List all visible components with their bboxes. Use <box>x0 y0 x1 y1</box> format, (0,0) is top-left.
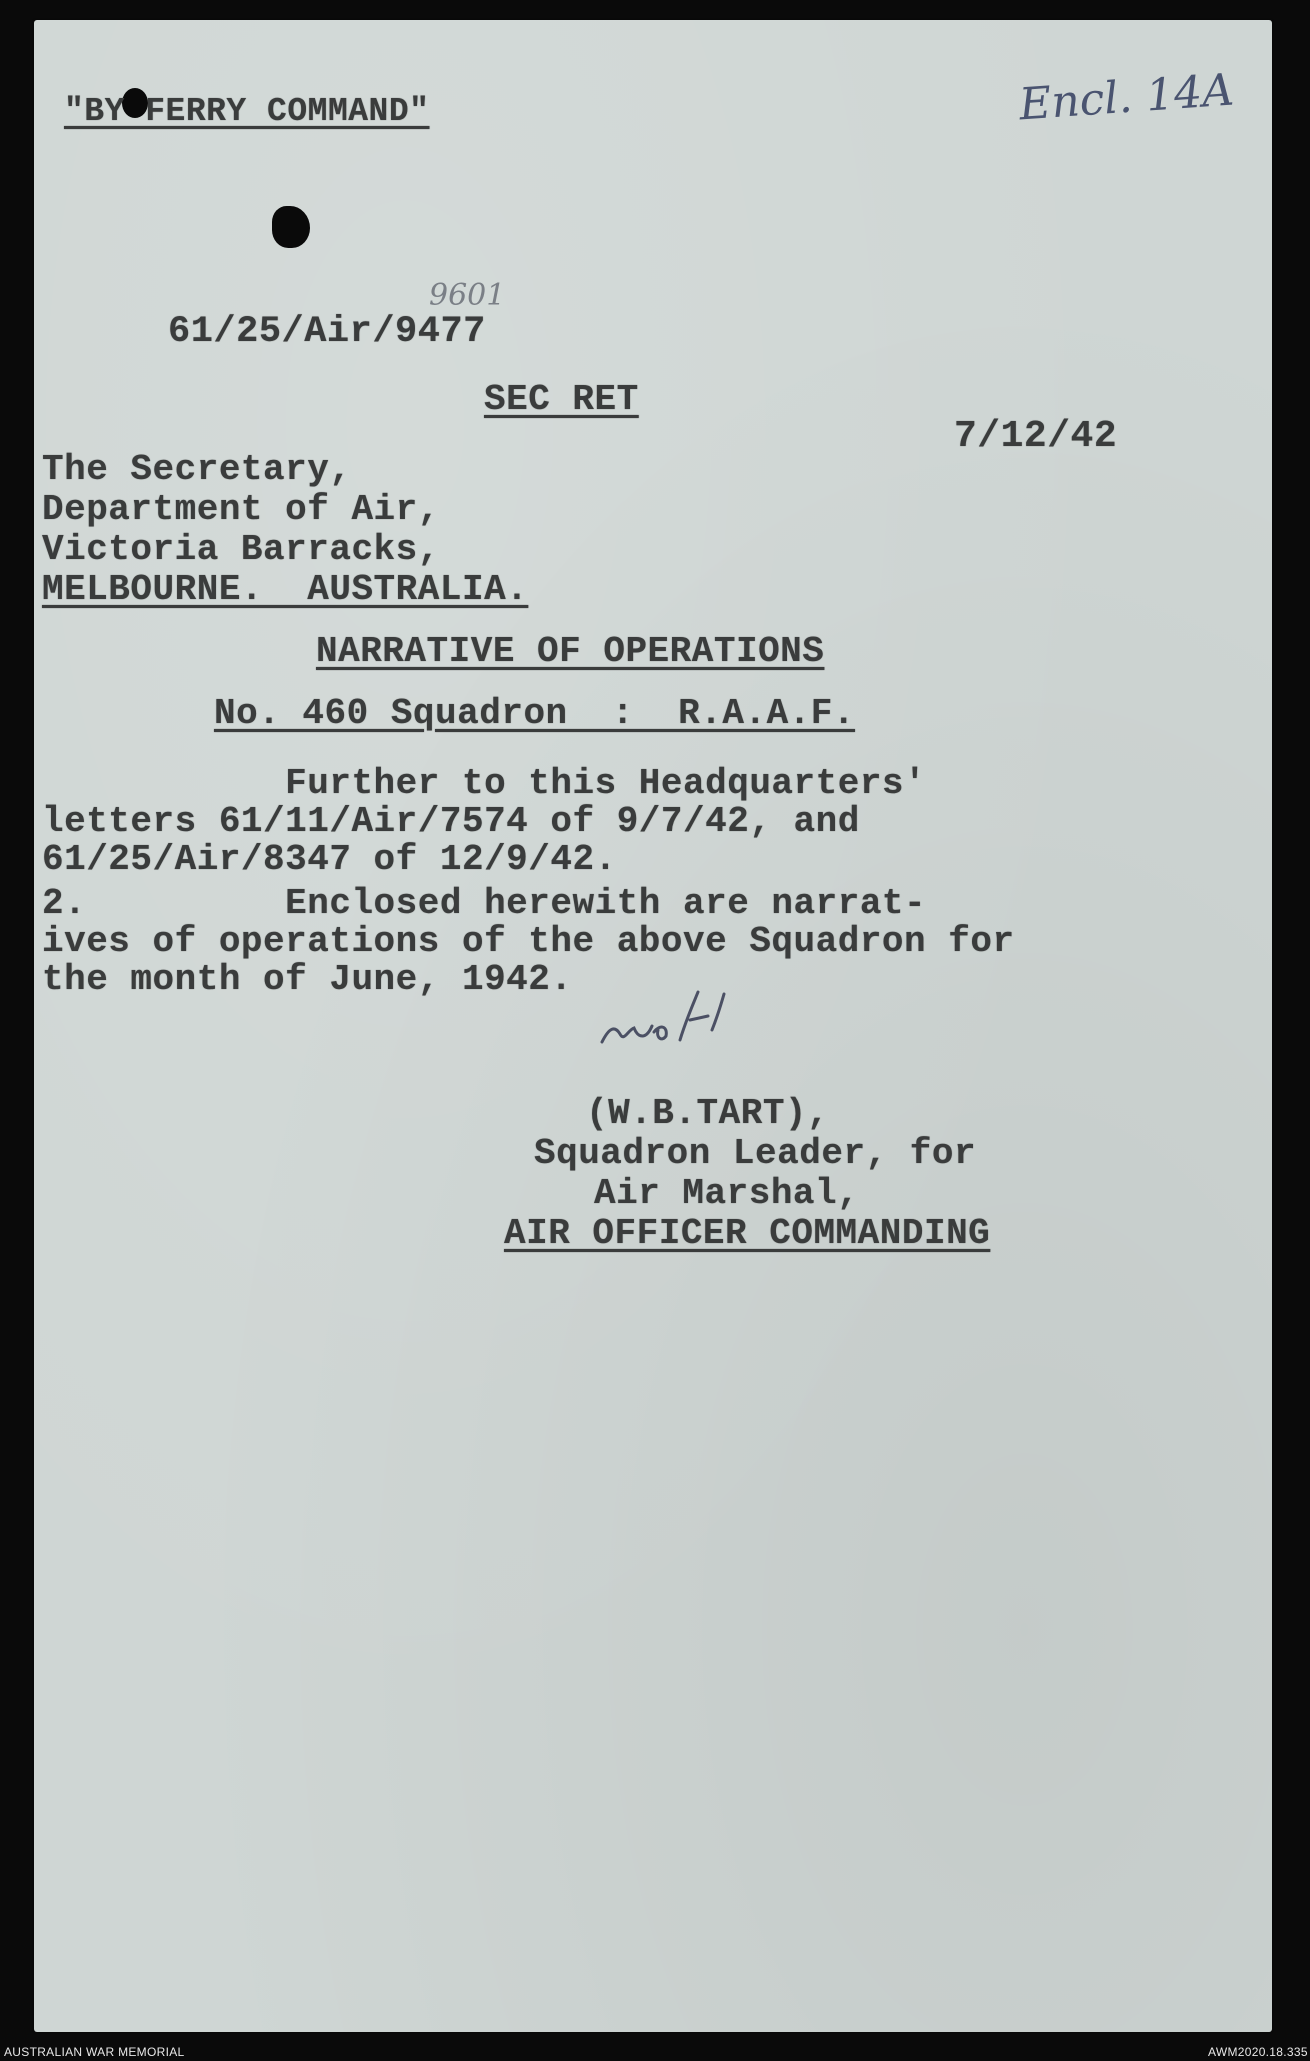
signatory-title: AIR OFFICER COMMANDING <box>504 1213 991 1254</box>
paragraph-1-line-1: Further to this Headquarters' <box>42 763 927 804</box>
signature <box>594 980 744 1060</box>
delivery-line: "BY FERRY COMMAND" <box>64 93 430 130</box>
signatory-rank: Squadron Leader, for <box>534 1133 977 1174</box>
enclosure-note: Encl. 14A <box>1017 64 1236 131</box>
document-heading: NARRATIVE OF OPERATIONS <box>316 631 825 672</box>
document-page <box>34 20 1272 2032</box>
addressee-line-2: Department of Air, <box>42 489 440 530</box>
footer-right: AWM2020.18.335 <box>1208 2045 1308 2059</box>
paragraph-1-line-3: 61/25/Air/8347 of 12/9/42. <box>42 839 617 880</box>
addressee-line-4: MELBOURNE. AUSTRALIA. <box>42 569 529 610</box>
signatory-name: (W.B.TART), <box>586 1093 830 1134</box>
addressee-line-3: Victoria Barracks, <box>42 529 440 570</box>
reference-number: 61/25/Air/9477 <box>168 311 486 353</box>
classification: SEC RET <box>484 379 639 420</box>
footer-left: AUSTRALIAN WAR MEMORIAL <box>4 2045 185 2059</box>
handwritten-reference: 9601 <box>429 278 506 313</box>
addressee-line-1: The Secretary, <box>42 449 352 490</box>
squadron-subheading: No. 460 Squadron : R.A.A.F. <box>214 693 856 734</box>
paragraph-2-line-1: 2. Enclosed herewith are narrat- <box>42 883 927 924</box>
paragraph-2-line-2: ives of operations of the above Squadron for <box>42 921 1015 962</box>
punch-hole-middle <box>272 206 310 248</box>
paragraph-1-line-2: letters 61/11/Air/7574 of 9/7/42, and <box>42 801 860 842</box>
paragraph-2-line-3: the month of June, 1942. <box>42 959 573 1000</box>
signatory-for: Air Marshal, <box>594 1173 860 1214</box>
letter-date: 7/12/42 <box>954 415 1118 458</box>
